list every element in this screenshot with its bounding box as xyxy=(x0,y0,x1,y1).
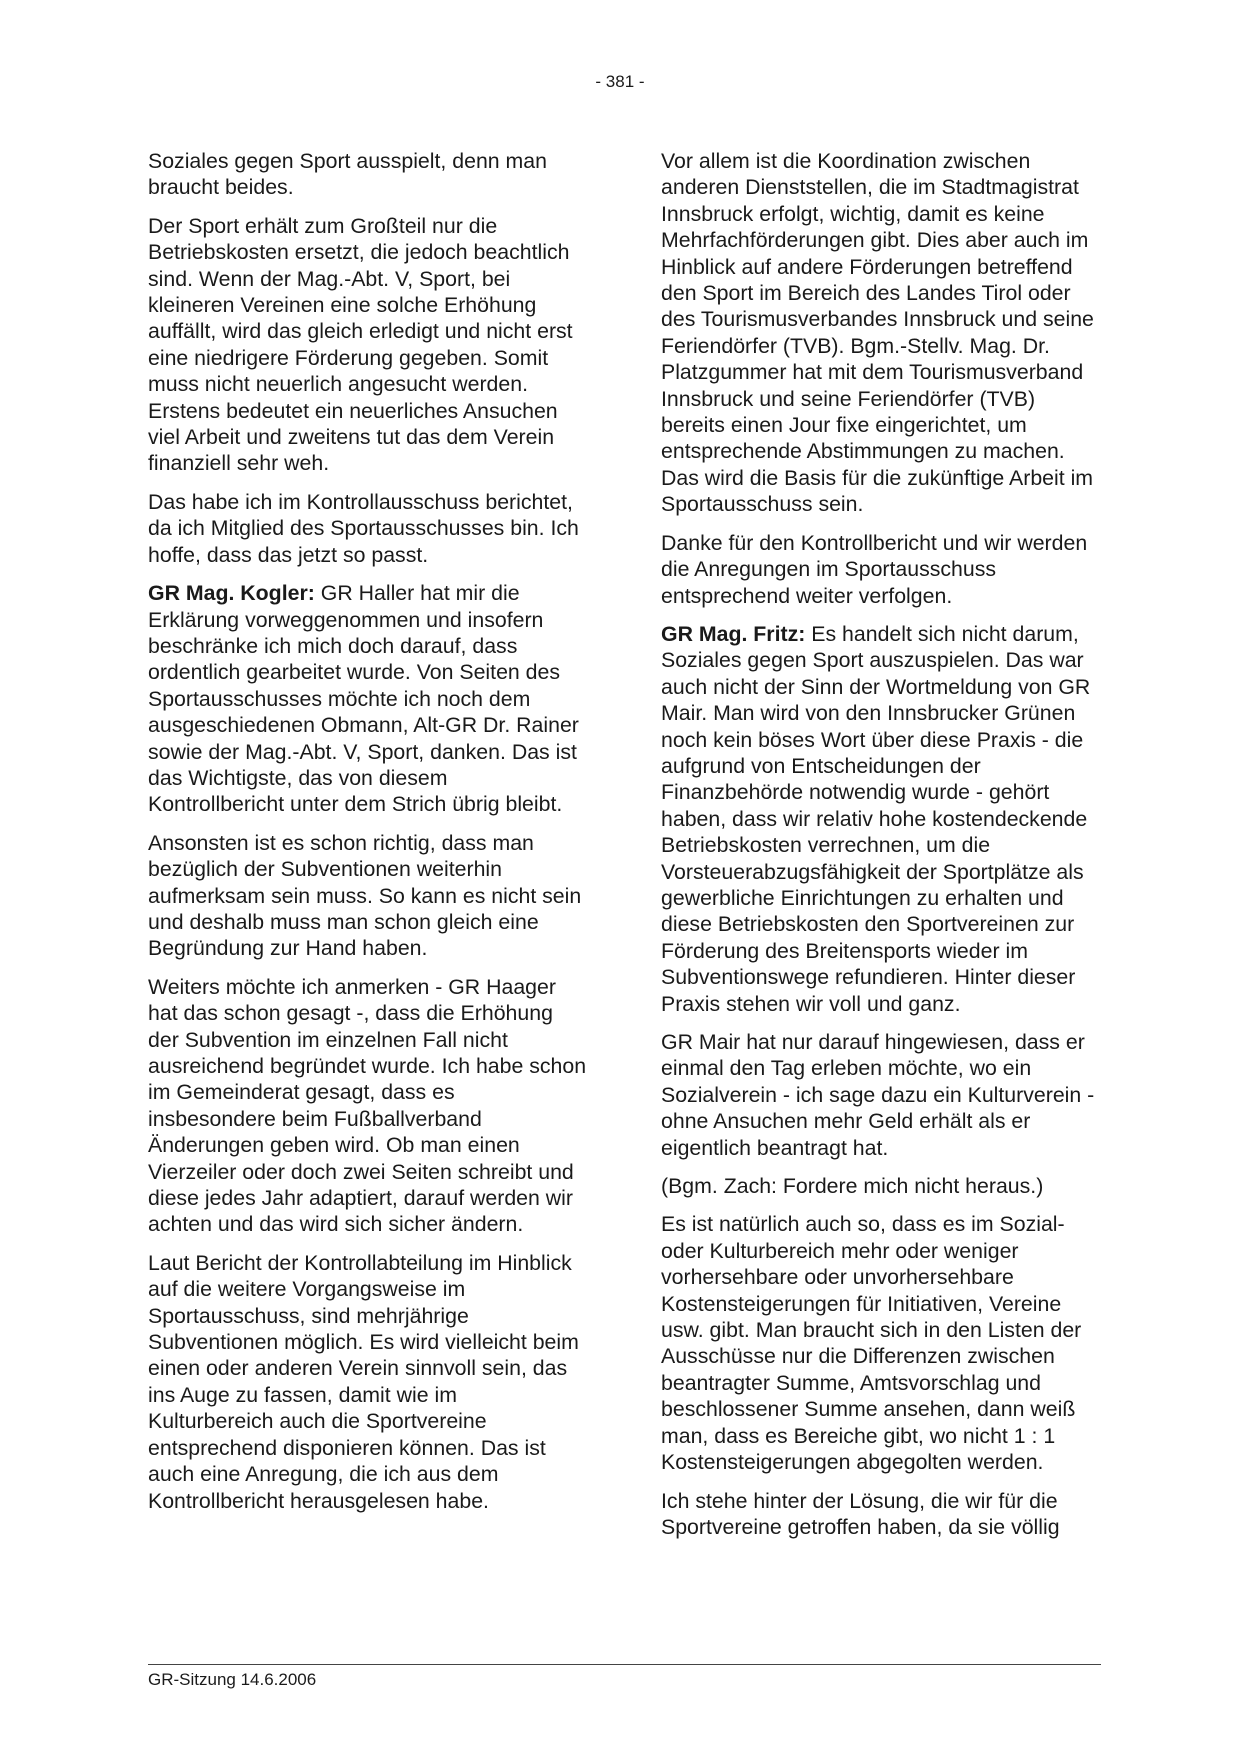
paragraph: Der Sport erhält zum Großteil nur die Betriebskosten ersetzt, die jedoch beachtlich sind. Wenn der Mag.-Abt. V, Sport, bei kleineren Vereinen eine solche Erhöhung auffällt, wird das gleich erledigt und nicht erst eine niedrigere Förderung gegeben. Somit muss nicht neuerlich angesucht werden. Erstens bedeutet ein neuerliches Ansuchen viel Arbeit und zweitens tut das dem Verein finanziell sehr weh. xyxy=(148,213,573,476)
paragraph: Das habe ich im Kontrollausschuss berichtet, da ich Mitglied des Sportausschusses bin. Ich hoffe, dass das jetzt so passt. xyxy=(148,489,579,567)
footer-session-date: GR-Sitzung 14.6.2006 xyxy=(148,1670,317,1689)
paragraph: Es ist natürlich auch so, dass es im Sozial- oder Kulturbereich mehr oder weniger vorhersehbare oder unvorhersehbare Kostensteigerungen für Initiativen, Vereine usw. gibt. Man braucht sich in den Listen der Ausschüsse nur die Differenzen zwischen beantragter Summe, Amtsvorschlag und beschlossener Summe ansehen, dann weiß man, dass es Bereiche gibt, wo nicht 1 : 1 Kostensteigerungen abgegolten werden. xyxy=(661,1212,1082,1475)
paragraph: Vor allem ist die Koordination zwischen anderen Dienststellen, die im Stadtmagistrat Innsbruck erfolgt, wichtig, damit es keine Mehrfachförderungen gibt. Dies aber auch im Hinblick auf andere Förderungen betreffend den Sport im Bereich des Landes Tirol oder des Tourismusverbandes Innsbruck und seine Feriendörfer (TVB). Bgm.-Stellv. Mag. Dr. Platzgummer hat mit dem Tourismusverband Innsbruck und seine Feriendörfer (TVB) bereits einen Jour fixe eingerichtet, um entsprechende Abstimmungen zu machen. Das wird die Basis für die zukünftige Arbeit im Sportausschuss sein. xyxy=(661,149,1094,517)
speech-text: GR Haller hat mir die Erklärung vorweggenommen und insofern beschränke ich mich doch darauf, dass ordentlich gearbeitet wurde. Von Seiten des Sportausschusses möchte ich noch dem ausgeschiedenen Obmann, Alt-GR Dr. Rainer sowie der Mag.-Abt. V, Sport, danken. Das ist das Wichtigste, das von diesem Kontrollbericht unter dem Strich übrig bleibt. xyxy=(148,581,579,817)
paragraph: Weiters möchte ich anmerken - GR Haager hat das schon gesagt -, dass die Erhöhung der Subvention im einzelnen Fall nicht ausreichend begründet wurde. Ich habe schon im Gemeinderat gesagt, dass es insbesondere beim Fußballverband Änderungen geben wird. Ob man einen Vierzeiler oder doch zwei Seiten schreibt und diese jedes Jahr adaptiert, darauf werden wir achten und das wird sich sicher ändern. xyxy=(148,974,587,1237)
paragraph: Ich stehe hinter der Lösung, die wir für die Sportvereine getroffen haben, da sie völlig xyxy=(661,1488,1060,1539)
speech-paragraph xyxy=(661,621,1101,1017)
speech-paragraph xyxy=(148,580,588,818)
page-number: - 381 - xyxy=(595,72,645,91)
speech-text: Es handelt sich nicht darum, Soziales gegen Sport auszuspielen. Das war auch nicht der Sinn der Wortmeldung von GR Mair. Man wird von den Innsbrucker Grünen noch kein böses Wort über diese Praxis - die aufgrund von Entscheidungen der Finanzbehörde notwendig wurde - gehört haben, dass wir relativ hohe kostendeckende Betriebskosten verrechnen, um die Vorsteuerabzugsfähigkeit der Sportplätze als gewerbliche Einrichtungen zu erhalten und diese Betriebskosten den Sportvereinen zur Förderung des Breitensports wieder im Subventionswege refundieren. Hinter dieser Praxis stehen wir voll und ganz. xyxy=(661,621,1091,1016)
paragraph: GR Mair hat nur darauf hingewiesen, dass er einmal den Tag erleben möchte, wo ein Sozialverein - ich sage dazu ein Kulturverein - ohne Ansuchen mehr Geld erhält als er eigentlich beantragt hat. xyxy=(661,1030,1095,1160)
speaker-name: GR Mag. Fritz: xyxy=(661,621,806,646)
footer-divider xyxy=(148,1664,1101,1665)
left-column xyxy=(148,148,588,1526)
paragraph: Ansonsten ist es schon richtig, dass man bezüglich der Subventionen weiterhin aufmerksam sein muss. So kann es nicht sein und deshalb muss man schon gleich eine Begründung zur Hand haben. xyxy=(148,830,582,961)
paragraph: Laut Bericht der Kontrollabteilung im Hinblick auf die weitere Vorgangsweise im Sportausschuss, sind mehrjährige Subventionen möglich. Es wird vielleicht beim einen oder anderen Verein sinnvoll sein, das ins Auge zu fassen, damit wie im Kulturbereich auch die Sportvereine entsprechend disponieren können. Das ist auch eine Anregung, die ich aus dem Kontrollbericht herausgelesen habe. xyxy=(148,1250,579,1513)
speaker-name: GR Mag. Kogler: xyxy=(148,581,315,606)
paragraph: Danke für den Kontrollbericht und wir werden die Anregungen im Sportausschuss entsprechend weiter verfolgen. xyxy=(661,530,1088,608)
right-column xyxy=(661,148,1101,1552)
interjection: (Bgm. Zach: Fordere mich nicht heraus.) xyxy=(661,1174,1044,1199)
paragraph: Soziales gegen Sport ausspielt, denn man braucht beides. xyxy=(148,149,547,200)
